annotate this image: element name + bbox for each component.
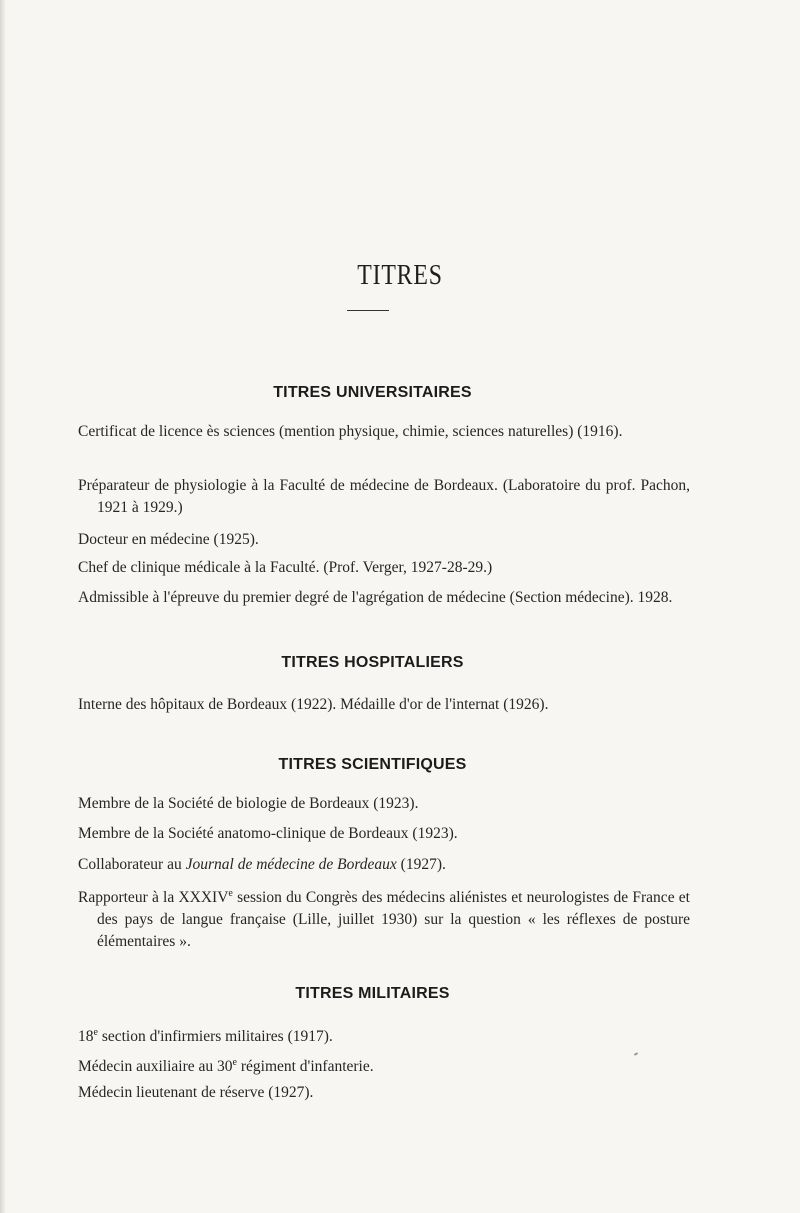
entry-infirmiers: 18e section d'infirmiers militaires (1917). (78, 1027, 333, 1046)
heading-titres-militaires: TITRES MILITAIRES (295, 985, 450, 1002)
entry-rapporteur: Rapporteur à la XXXIVe session du Congrès des médecins aliénistes et neurologistes de France et des pays de langue française (Lille, juillet 1930) sur la question « les réflexes de posture élémentaires ». (78, 888, 690, 951)
entry-membre-biologie: Membre de la Société de biologie de Bordeaux (1923). (78, 795, 419, 812)
entry-medecin-lieutenant: Médecin lieutenant de réserve (1927). (78, 1084, 314, 1101)
entry-admissible: Admissible à l'épreuve du premier degré de l'agrégation de médecine (Section médecine). 1928. (78, 589, 673, 606)
heading-titres-universitaires: TITRES UNIVERSITAIRES (273, 384, 472, 401)
entry-preparateur: Préparateur de physiologie à la Faculté de médecine de Bordeaux. (Laboratoire du prof. Pachon, 1921 à 1929.) (78, 477, 690, 516)
journal-title: Journal de médecine de Bordeaux (185, 856, 397, 873)
entry-membre-anatomo: Membre de la Société anatomo-clinique de Bordeaux (1923). (78, 825, 458, 842)
heading-titres-hospitaliers: TITRES HOSPITALIERS (281, 654, 464, 671)
entry-medecin-auxiliaire: Médecin auxiliaire au 30e régiment d'infanterie. (78, 1057, 374, 1076)
entry-chef-clinique: Chef de clinique médicale à la Faculté. (Prof. Verger, 1927-28-29.) (78, 559, 493, 576)
heading-titres-scientifiques: TITRES SCIENTIFIQUES (278, 756, 467, 773)
page-edge-shadow (0, 0, 6, 1213)
entry-interne: Interne des hôpitaux de Bordeaux (1922). Médaille d'or de l'internat (1926). (78, 696, 549, 713)
page-title: TITRES (357, 259, 443, 292)
entry-collaborateur: Collaborateur au Journal de médecine de Bordeaux (1927). (78, 856, 446, 873)
title-rule (347, 310, 389, 311)
entry-certificat-licence: Certificat de licence ès sciences (mention physique, chimie, sciences naturelles) (1916). (78, 423, 623, 440)
entry-docteur: Docteur en médecine (1925). (78, 531, 259, 548)
